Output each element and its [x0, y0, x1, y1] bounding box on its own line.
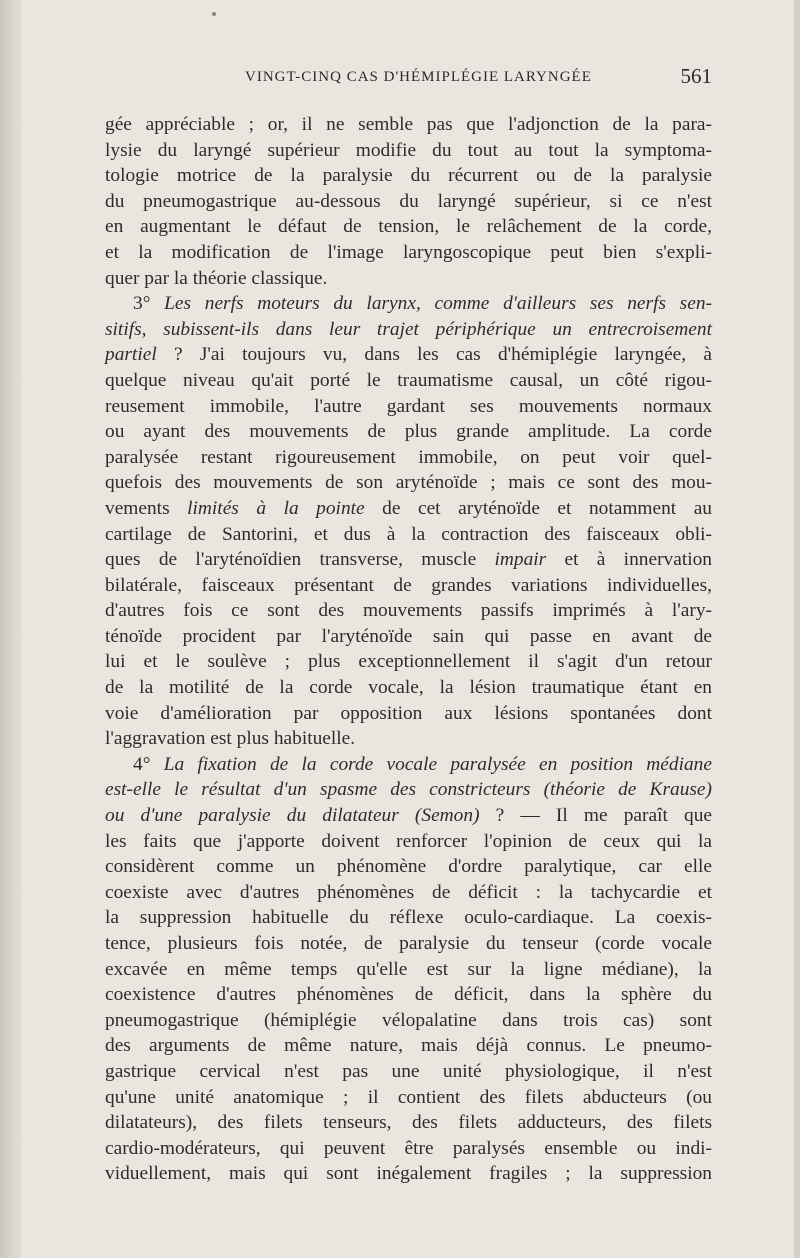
- text-line: des arguments de même nature, mais déjà connus. Le pneumo-: [105, 1035, 712, 1057]
- text-run: ? J'ai toujours vu, dans les cas d'hémiplégie laryngée, à: [156, 344, 712, 366]
- text-line: de la motilité de la corde vocale, la lésion traumatique étant en: [105, 677, 712, 699]
- text-line: lui et le soulève ; plus exceptionnellement il s'agit d'un retour: [105, 651, 712, 673]
- text-line: qu'une unité anatomique ; il contient des filets abducteurs (ou: [105, 1086, 712, 1108]
- text-line: les faits que j'apporte doivent renforcer l'opinion de ceux qui la: [105, 830, 712, 852]
- text-line: ou ayant des mouvements de plus grande amplitude. La corde: [105, 421, 712, 443]
- text-line: gastrique cervical n'est pas une unité physiologique, il n'est: [105, 1060, 712, 1082]
- text-line: en augmentant le défaut de tension, le relâchement de la corde,: [105, 216, 712, 238]
- text-line: quelque niveau qu'ait porté le traumatisme causal, un côté rigou-: [105, 369, 712, 391]
- text-line: viduellement, mais qui sont inégalement fragiles ; la suppression: [105, 1163, 712, 1185]
- text-line: [105, 342, 712, 368]
- body-text: [105, 112, 712, 1187]
- text-line: dilatateurs), des filets tenseurs, des filets adducteurs, des filets: [105, 1112, 712, 1134]
- text-line: l'aggravation est plus habituelle.: [105, 728, 356, 750]
- text-line: ténoïde procident par l'aryténoïde sain qui passe en avant de: [105, 625, 712, 647]
- italic-text: sitifs, subissent-ils dans leur trajet périphérique un entrecroisement: [105, 318, 712, 340]
- text-line: bilatérale, faisceaux présentant de grandes variations individuelles,: [105, 574, 712, 596]
- italic-text: limités à la pointe: [187, 497, 365, 519]
- text-line: gée appréciable ; or, il ne semble pas que l'adjonction de la para-: [105, 114, 712, 135]
- text-run: vements: [105, 497, 188, 519]
- page-edge: [794, 0, 800, 1258]
- text-line: tologie motrice de la paralysie du récurrent ou de la paralysie: [105, 165, 712, 187]
- text-run: ? — Il me paraît que: [479, 805, 712, 827]
- text-line: [105, 317, 712, 343]
- italic-text: impair: [494, 549, 547, 571]
- italic-text: Les nerfs moteurs du larynx, comme d'ailleurs ses nerfs sen-: [164, 293, 712, 315]
- italic-text: partiel: [105, 344, 157, 366]
- text-line: cardio-modérateurs, qui peuvent être paralysés ensemble ou indi-: [105, 1137, 712, 1159]
- text-line: d'autres fois ce sont des mouvements passifs imprimés à l'ary-: [105, 600, 712, 622]
- section-number: 3°: [133, 293, 151, 315]
- text-line: [105, 547, 712, 573]
- text-line: et la modification de l'image laryngoscopique peut bien s'expli-: [105, 241, 712, 263]
- text-line: reusement immobile, l'autre gardant ses mouvements normaux: [105, 395, 712, 417]
- italic-text: ou d'une paralysie du dilatateur (Semon): [105, 805, 480, 827]
- text-line: voie d'amélioration par opposition aux lésions spontanées dont: [105, 702, 712, 724]
- page-number: 561: [680, 64, 712, 88]
- italic-text: La fixation de la corde vocale paralysée en position médiane: [163, 753, 712, 775]
- text-line: paralysée restant rigoureusement immobile, on peut voir quel-: [105, 446, 712, 468]
- text-line: [105, 777, 712, 803]
- text-line: pneumogastrique (hémiplégie vélopalatine dans trois cas) sont: [105, 1009, 712, 1031]
- text-line: considèrent comme un phénomène d'ordre paralytique, car elle: [105, 856, 712, 878]
- text-line: quefois des mouvements de son aryténoïde ; mais ce sont des mou-: [105, 472, 712, 494]
- text-line: lysie du laryngé supérieur modifie du tout au tout la symptoma-: [105, 139, 712, 161]
- text-line: cartilage de Santorini, et dus à la contraction des faisceaux obli-: [105, 523, 712, 545]
- text-line: coexiste avec d'autres phénomènes de déficit : la tachycardie et: [105, 881, 712, 903]
- italic-text: est-elle le résultat d'un spasme des constricteurs (théorie de Krause): [105, 779, 712, 801]
- text-line: [105, 496, 712, 522]
- running-title: VINGT-CINQ CAS D'HÉMIPLÉGIE LARYNGÉE: [245, 69, 592, 85]
- text-line: quer par la théorie classique.: [105, 267, 328, 289]
- text-line: du pneumogastrique au-dessous du laryngé supérieur, si ce n'est: [105, 190, 712, 212]
- page-header: [105, 66, 712, 90]
- text-run: de cet aryténoïde et notamment au: [364, 497, 712, 519]
- text-line: [105, 803, 712, 829]
- text-line: la suppression habituelle du réflexe oculo-cardiaque. La coexis-: [105, 907, 712, 929]
- section-4-heading-line: [105, 752, 712, 778]
- text-run: ques de l'aryténoïdien transverse, muscle: [105, 549, 495, 571]
- page-gutter-shadow: [0, 0, 22, 1258]
- paper-speck: [212, 12, 216, 16]
- section-3-heading-line: [105, 291, 712, 317]
- text-run: et à innervation: [546, 549, 712, 571]
- text-line: excavée en même temps qu'elle est sur la ligne médiane), la: [105, 958, 712, 980]
- section-number: 4°: [133, 753, 151, 775]
- text-line: tence, plusieurs fois notée, de paralysie du tenseur (corde vocale: [105, 933, 712, 954]
- text-line: coexistence d'autres phénomènes de déficit, dans la sphère du: [105, 984, 712, 1006]
